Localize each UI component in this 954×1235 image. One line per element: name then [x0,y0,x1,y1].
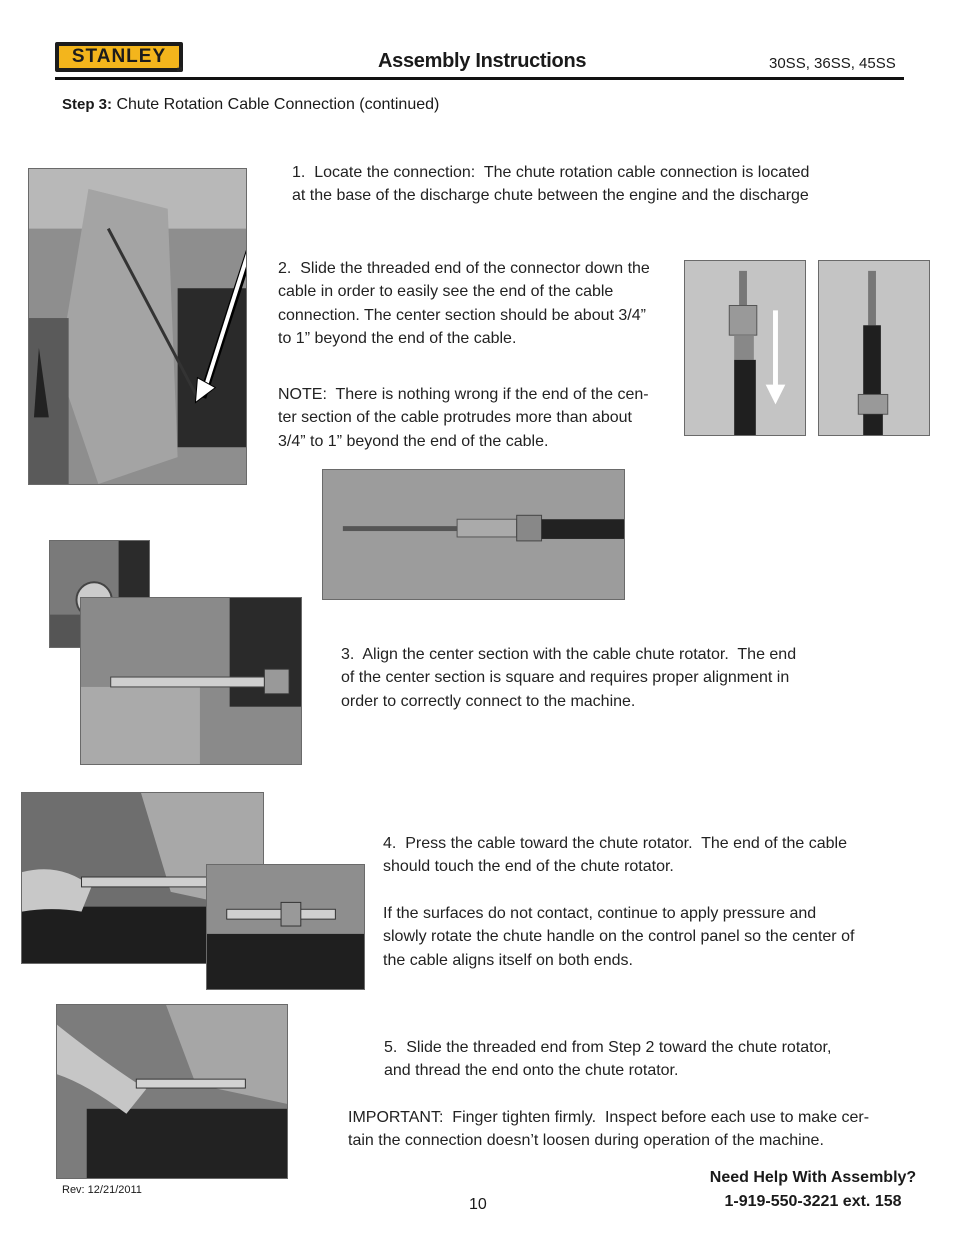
important-note: IMPORTANT: Finger tighten firmly. Inspect before each use to make cer- tain the connection doesn’t loosen during operation of the machine. [348,1109,870,1150]
instruction-4-note: If the surfaces do not contact, continue to apply pressure and slowly rotate the chute handle on the control panel so the center of the cable aligns itself on both ends. [383,905,855,969]
help-heading: Need Help With Assembly? [709,1169,917,1186]
revision-date: Rev: 12/21/2011 [62,1184,142,1196]
photo-thread-connector [56,1004,288,1179]
photo-cable-horizontal [322,469,625,600]
registered-mark: ® [177,67,183,74]
help-contact [708,1166,918,1214]
stanley-logo [55,42,183,72]
note-text: NOTE: There is nothing wrong if the end of the cen- ter section of the cable protrudes more than about 3/4” to 1” beyond the end of the cable. [278,386,649,450]
photo-connector-before [684,260,806,436]
photo-press-cable-closeup [206,864,365,990]
instruction-5: 5. Slide the threaded end from Step 2 toward the chute rotator, and thread the end onto the chute rotator. [384,1039,832,1080]
instruction-1: 1. Locate the connection: The chute rotation cable connection is located at the base of the discharge chute between the engine and the discharge [292,164,810,205]
step-label: Step 3: [62,96,113,113]
model-numbers: 30SS, 36SS, 45SS [769,55,896,72]
header-divider [55,77,904,80]
step-heading [62,96,439,114]
instruction-4: 4. Press the cable toward the chute rotator. The end of the cable should touch the end of the chute rotator. [383,835,847,876]
help-phone: 1-919-550-3221 ext. 158 [724,1193,902,1210]
instruction-2: 2. Slide the threaded end of the connector down the cable in order to easily see the end of the cable connection. The center section should be about 3/4” to 1” beyond the end of the cable. [278,260,650,347]
instruction-3: 3. Align the center section with the cable chute rotator. The end of the center section is square and requires proper alignment in order to correctly connect to the machine. [341,646,797,710]
step-title: Chute Rotation Cable Connection (continued) [116,96,440,113]
logo-text: STANLEY [71,46,167,67]
page-number: 10 [469,1196,487,1213]
photo-chute-overview [28,168,247,485]
photo-alignment [80,597,302,765]
page-title: Assembly Instructions [378,50,587,72]
photo-connector-after [818,260,930,436]
